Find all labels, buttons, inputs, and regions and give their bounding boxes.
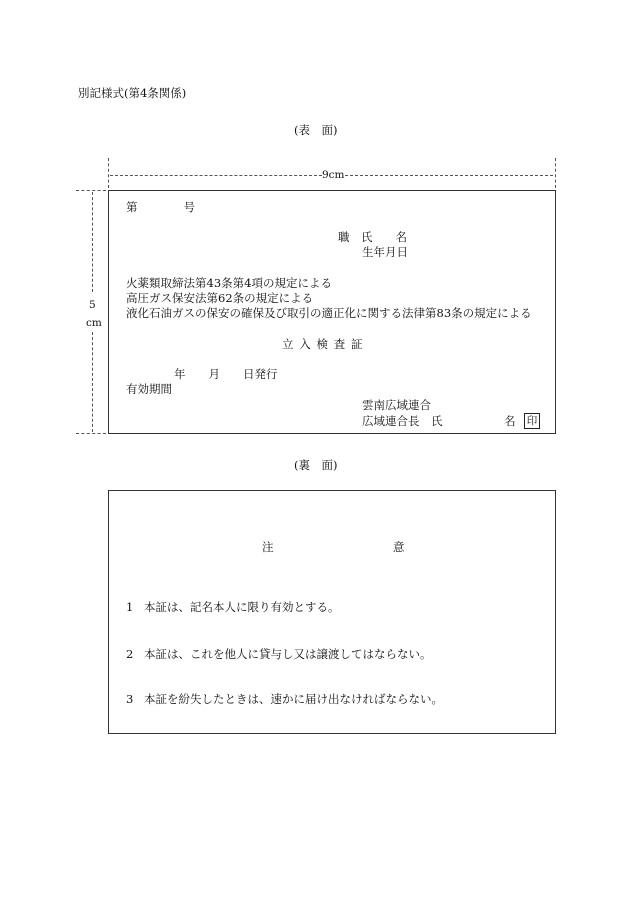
note-number: 2 <box>126 647 134 661</box>
notice-heading-right: 意 <box>393 540 405 554</box>
note-text: 本証は、これを他人に貸与し又は譲渡してはならない。 <box>144 647 432 661</box>
certificate-title: 立入検査証 <box>282 337 369 351</box>
birthdate-label: 生年月日 <box>362 245 408 259</box>
width-dimension-label: 9cm <box>322 169 345 181</box>
dimension-line-width <box>110 175 322 176</box>
seal-icon: 印 <box>524 413 540 429</box>
height-dimension-unit: cm <box>86 317 102 329</box>
note-text: 本証を紛失したときは、速かに届け出なければならない。 <box>144 692 443 706</box>
dimension-line-width <box>345 175 553 176</box>
position-name-label: 職 氏 名 <box>338 230 407 244</box>
note-text: 本証は、記名本人に限り有効とする。 <box>144 600 340 614</box>
dimension-guide-right <box>555 158 556 188</box>
issue-date: 年 月 日発行 <box>174 367 278 381</box>
back-side-label: (裏 面) <box>294 458 338 472</box>
issuer-name-suffix: 名 <box>504 414 516 428</box>
dimension-guide-bottom <box>76 433 106 434</box>
law-line-1: 火薬類取締法第43条第4項の規定による <box>126 276 332 290</box>
validity-label: 有効期間 <box>126 382 172 396</box>
form-title: 別記様式(第4条関係) <box>78 86 187 100</box>
dimension-line-height <box>92 192 93 292</box>
law-line-2: 高圧ガス保安法第62条の規定による <box>126 291 314 305</box>
dimension-guide-left <box>108 158 109 188</box>
law-line-3: 液化石油ガスの保安の確保及び取引の適正化に関する法律第83条の規定による <box>126 306 532 320</box>
number-line: 第 号 <box>126 200 195 214</box>
note-number: 3 <box>126 692 134 706</box>
issuer-organization: 雲南広域連合 <box>362 398 431 412</box>
dimension-guide-top <box>76 190 106 191</box>
front-side-label: (表 面) <box>294 123 338 137</box>
dimension-line-height <box>92 332 93 432</box>
height-dimension-number: 5 <box>89 299 96 311</box>
issuer-title: 広域連合長 氏 <box>362 414 443 428</box>
note-number: 1 <box>126 600 134 614</box>
notice-heading-left: 注 <box>262 540 274 554</box>
